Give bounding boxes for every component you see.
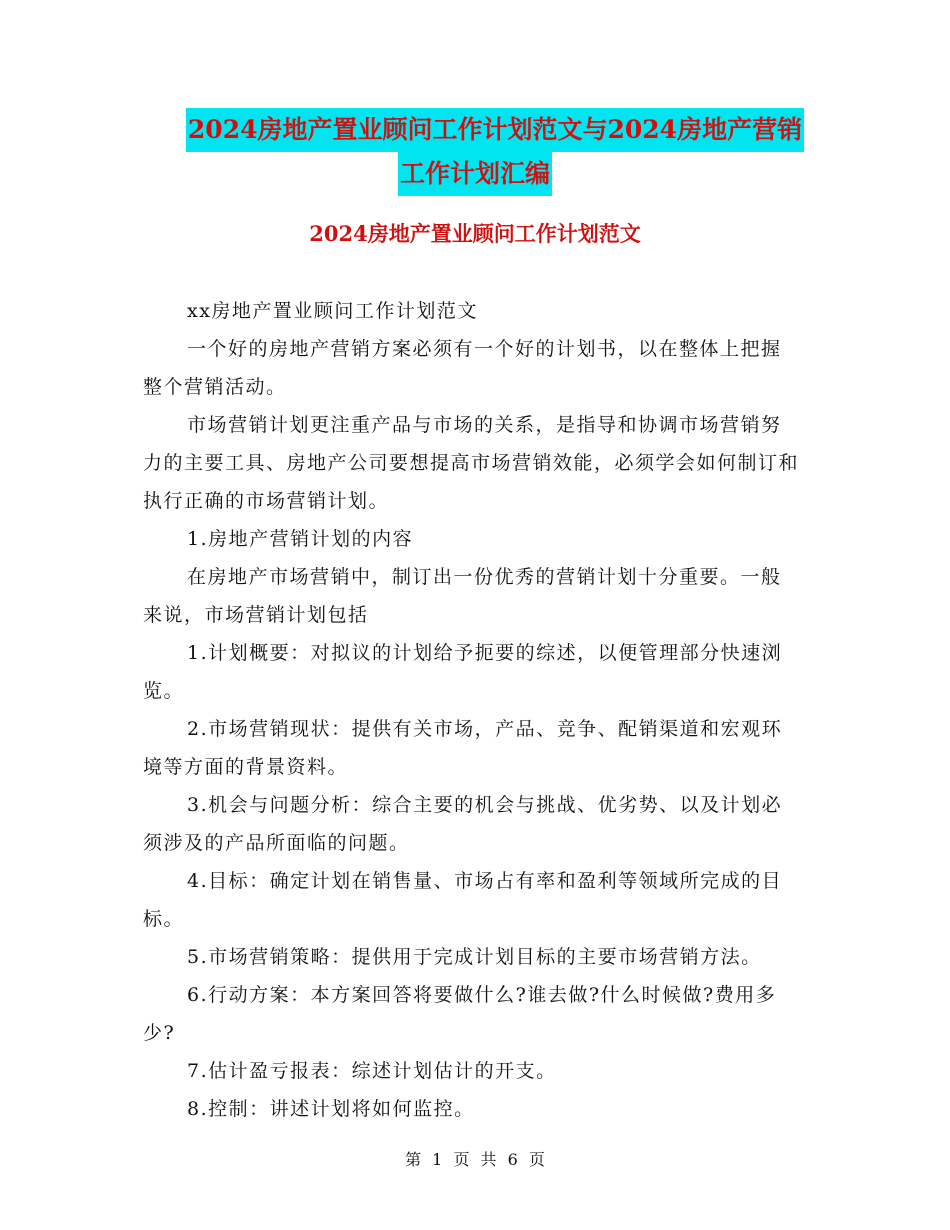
paragraph: 1.房地产营销计划的内容 — [187, 528, 414, 550]
paragraph: 在房地产市场营销中，制订出一份优秀的营销计划十分重要。一般来说，市场营销计划包括 — [143, 566, 782, 626]
paragraph: 2.市场营销现状：提供有关市场，产品、竞争、配销渠道和宏观环境等方面的背景资料。 — [143, 718, 783, 778]
paragraph: 4.目标：确定计划在销售量、市场占有率和盈利等领域所完成的目标。 — [143, 870, 783, 930]
document-body — [143, 292, 801, 1128]
paragraph: 5.市场营销策略：提供用于完成计划目标的主要市场营销方法。 — [187, 946, 762, 968]
paragraph: 8.控制：讲述计划将如何监控。 — [187, 1098, 475, 1120]
paragraph: 一个好的房地产营销方案必须有一个好的计划书，以在整体上把握整个营销活动。 — [143, 338, 782, 398]
page-footer: 第 1 页 共 6 页 — [405, 1150, 545, 1169]
paragraph: 市场营销计划更注重产品与市场的关系，是指导和协调市场营销努力的主要工具、房地产公司要想提高市场营销效能，必须学会如何制订和执行正确的市场营销计划。 — [143, 414, 800, 512]
paragraph: 6.行动方案：本方案回答将要做什么?谁去做?什么时候做?费用多少? — [143, 984, 777, 1044]
paragraph: xx房地产置业顾问工作计划范文 — [187, 300, 478, 322]
paragraph: 7.估计盈亏报表：综述计划估计的开支。 — [187, 1060, 557, 1082]
document-title-line-1: 2024房地产置业顾问工作计划范文与2024房地产营销 — [186, 108, 804, 152]
paragraph: 3.机会与问题分析：综合主要的机会与挑战、优劣势、以及计划必须涉及的产品所面临的问题。 — [143, 794, 783, 854]
section-title: 2024房地产置业顾问工作计划范文 — [309, 221, 641, 246]
document-title — [0, 108, 950, 196]
document-title-line-2: 工作计划汇编 — [398, 152, 552, 196]
paragraph: 1.计划概要：对拟议的计划给予扼要的综述，以便管理部分快速浏览。 — [143, 642, 783, 702]
